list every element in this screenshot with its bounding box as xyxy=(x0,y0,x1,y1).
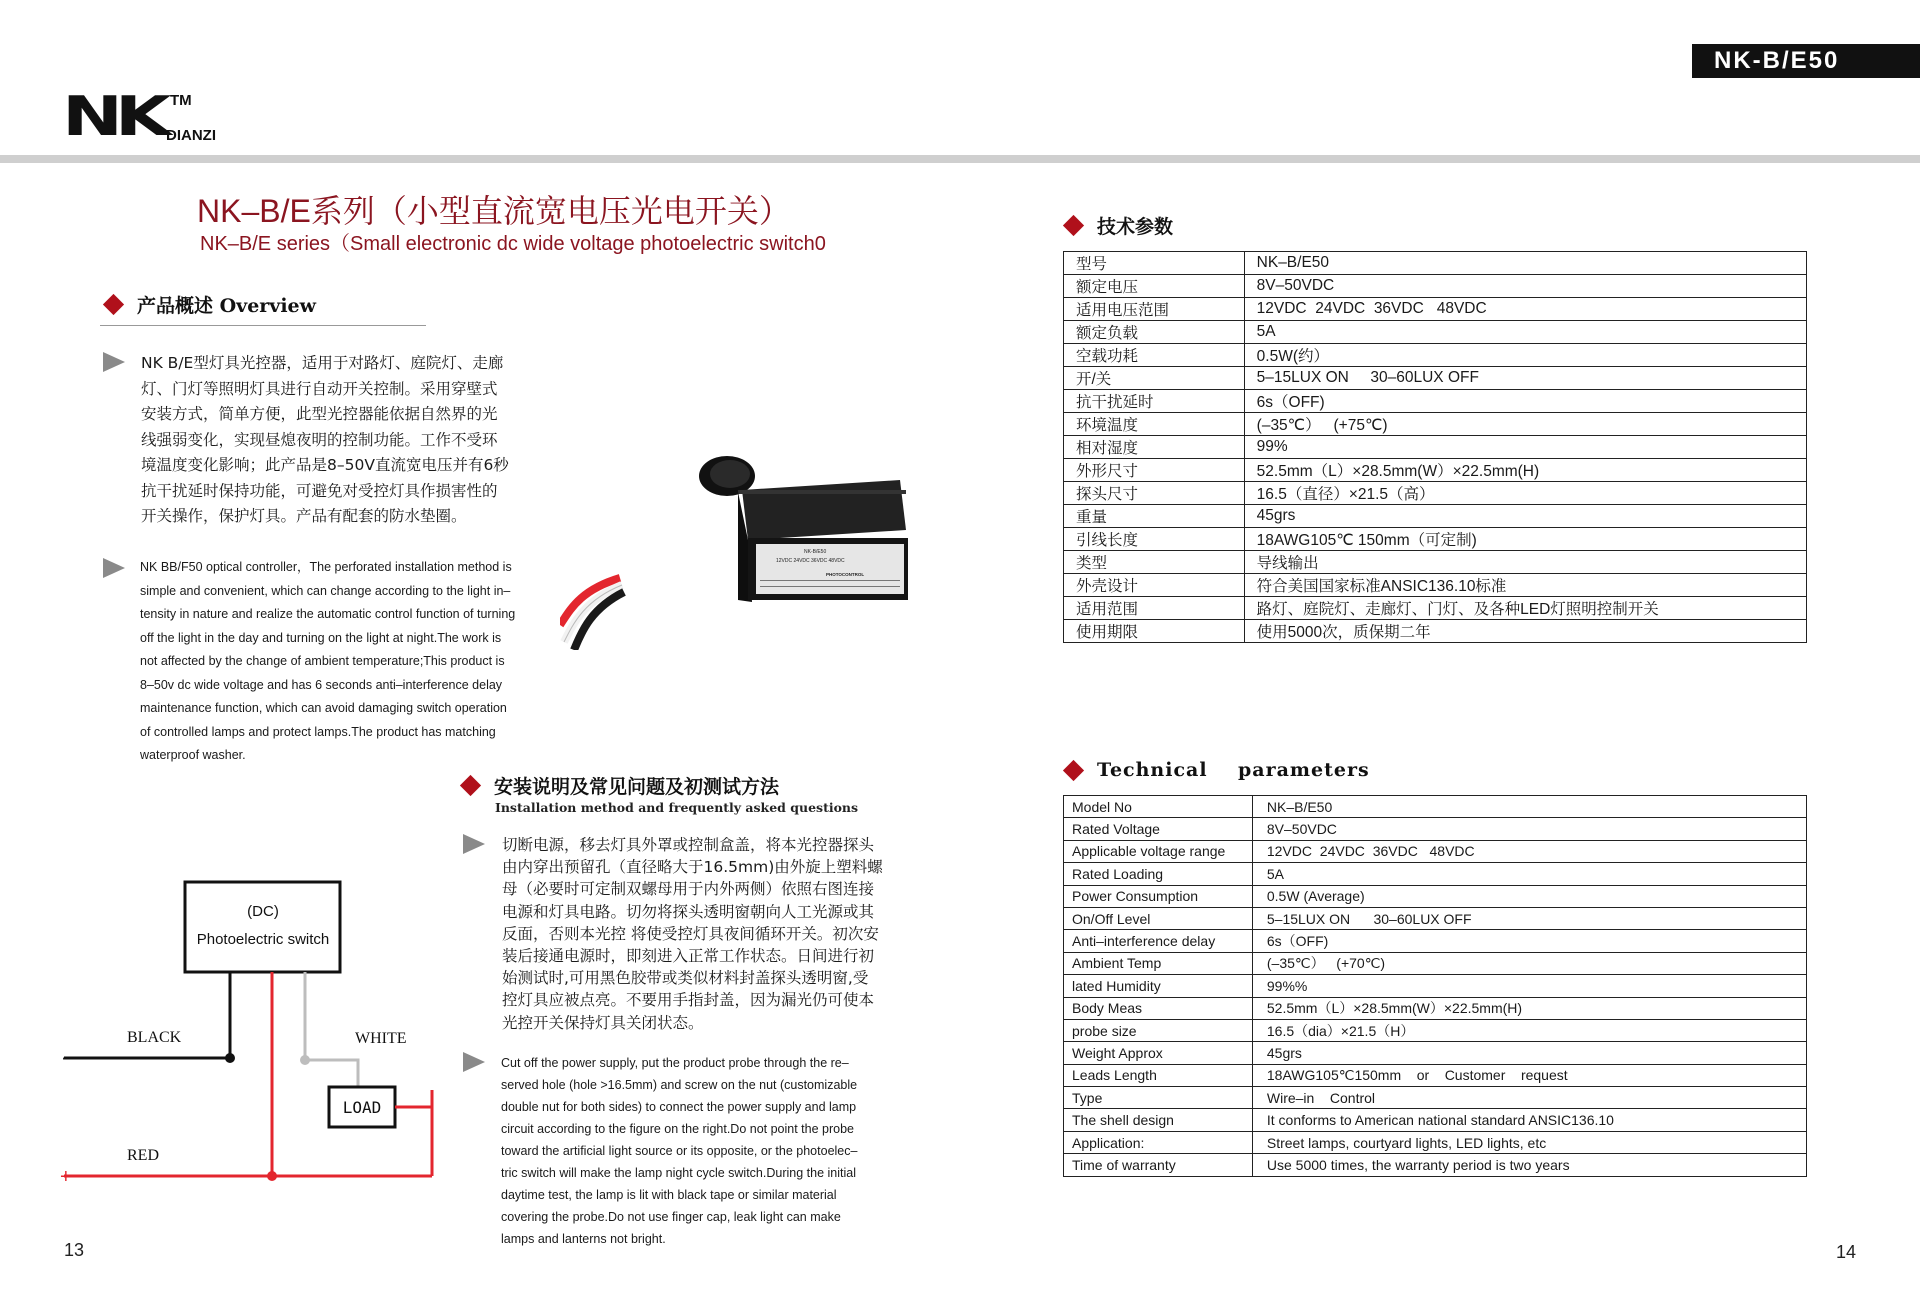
spec-value: 5–15LUX ON 30–60LUX OFF xyxy=(1244,367,1806,390)
spec-value: It conforms to American national standard ANSIC136.10 xyxy=(1252,1109,1806,1131)
diamond-bullet-icon xyxy=(103,294,124,315)
overview-text-en: NK BB/F50 optical controller，The perforated installation method is simple and convenient, which can change according to the light in– tensity in nature and realize the automatic control function of turning off the light in the day and turning on the light at night.The work is not affected by the change of ambient temperature;This product is 8–50v dc wide voltage and has 6 seconds anti–interference delay maintenance function, which can avoid damaging switch operation of controlled lamps and protect lamps.The product has matching waterproof washer. xyxy=(140,560,516,762)
spec-row xyxy=(1064,252,1807,275)
spec-key: probe size xyxy=(1064,1019,1253,1041)
overview-text-cn: NK B/E型灯具光控器，适用于对路灯、庭院灯、走廊 灯、门灯等照明灯具进行自动开关控制。采用穿壁式 安装方式，简单方便，此型光控器能依据自然界的光 线强弱变化，实现昼熄夜明的控制功能。工作不受环 境温度变化影响；此产品是8–50V直流宽电压并有6秒 抗干扰延时保持功能，可避免对受控灯具作损害性的 开关操作，保护灯具。产品有配套的防水垫圈。 xyxy=(141,354,509,525)
spec-key: The shell design xyxy=(1064,1109,1253,1131)
spec-row xyxy=(1064,863,1807,885)
spec-key: 环境温度 xyxy=(1064,413,1245,436)
product-label-brand: PHOTOCONTROL xyxy=(826,572,865,577)
diamond-bullet-icon xyxy=(1063,215,1084,236)
page-number-right: 14 xyxy=(1836,1242,1857,1262)
spec-row xyxy=(1064,930,1807,952)
spec-row xyxy=(1064,796,1807,818)
spec-row xyxy=(1064,1087,1807,1109)
spec-value: 导线输出 xyxy=(1244,551,1806,574)
spec-row xyxy=(1064,1019,1807,1041)
spec-row xyxy=(1064,413,1807,436)
black-wire-label: BLACK xyxy=(127,1029,182,1046)
spec-value: 使用5000次，质保期二年 xyxy=(1244,620,1806,643)
load-label: LOAD xyxy=(342,1098,382,1117)
spec-key: 型号 xyxy=(1064,252,1245,275)
spec-key: Applicable voltage range xyxy=(1064,840,1253,862)
switch-box-label-1: (DC) xyxy=(247,903,279,920)
spec-key: 额定电压 xyxy=(1064,275,1245,298)
logo-letters: NK xyxy=(62,85,164,148)
spec-row xyxy=(1064,1109,1807,1131)
arrow-bullet-icon xyxy=(463,834,485,854)
spec-value: 52.5mm（L）×28.5mm(W）×22.5mm(H) xyxy=(1244,459,1806,482)
brand-logo xyxy=(62,85,242,150)
spec-key: Anti–interference delay xyxy=(1064,930,1253,952)
product-label-model: NK-B/E50 xyxy=(804,549,827,555)
spec-table-en xyxy=(1063,795,1807,1177)
spec-key: 空载功耗 xyxy=(1064,344,1245,367)
white-wire-label: WHITE xyxy=(355,1030,407,1047)
model-badge: NK-B/E50 xyxy=(1692,44,1920,78)
spec-key: Application: xyxy=(1064,1131,1253,1153)
spec-value: 16.5（直径）×21.5（高） xyxy=(1244,482,1806,505)
overview-heading xyxy=(106,291,316,318)
spec-row xyxy=(1064,840,1807,862)
install-heading-text: 安装说明及常见问题及初测试方法 xyxy=(494,776,780,798)
spec-key: 类型 xyxy=(1064,551,1245,574)
spec-en-heading xyxy=(1066,759,1370,781)
spec-row xyxy=(1064,1042,1807,1064)
spec-value: 18AWG105℃150mm or Customer request xyxy=(1252,1064,1806,1086)
spec-cn-heading-text: 技术参数 xyxy=(1097,216,1174,238)
spec-key: Rated Loading xyxy=(1064,863,1253,885)
spec-key: 使用期限 xyxy=(1064,620,1245,643)
spec-row xyxy=(1064,482,1807,505)
spec-key: 引线长度 xyxy=(1064,528,1245,551)
spec-key: Rated Voltage xyxy=(1064,818,1253,840)
spec-key: 外壳设计 xyxy=(1064,574,1245,597)
spec-row xyxy=(1064,597,1807,620)
overview-divider xyxy=(100,325,426,326)
spec-row xyxy=(1064,1064,1807,1086)
page-title-en: NK–B/E series（Small electronic dc wide voltage photoelectric switch0 xyxy=(200,233,826,255)
spec-value: 8V–50VDC xyxy=(1252,818,1806,840)
spec-value: (–35℃） (+70℃) xyxy=(1252,952,1806,974)
install-subheading: Installation method and frequently asked questions xyxy=(495,800,859,815)
overview-heading-text: 产品概述 Overview xyxy=(137,295,317,317)
spec-value: 99% xyxy=(1244,436,1806,459)
minus-sign: - xyxy=(62,1044,70,1071)
wiring-diagram xyxy=(40,870,480,1200)
spec-row xyxy=(1064,528,1807,551)
spec-key: 重量 xyxy=(1064,505,1245,528)
spec-row xyxy=(1064,1131,1807,1153)
spec-row xyxy=(1064,344,1807,367)
spec-row xyxy=(1064,818,1807,840)
spec-key: 抗干扰延时 xyxy=(1064,390,1245,413)
spec-key: 适用电压范围 xyxy=(1064,298,1245,321)
page-number-left: 13 xyxy=(64,1240,85,1260)
spec-value: 路灯、庭院灯、走廊灯、门灯、及各种LED灯照明控制开关 xyxy=(1244,597,1806,620)
switch-box xyxy=(185,882,340,972)
spec-row xyxy=(1064,997,1807,1019)
spec-table-cn xyxy=(1063,251,1807,643)
spec-value: 0.5W (Average) xyxy=(1252,885,1806,907)
spec-value: 12VDC 24VDC 36VDC 48VDC xyxy=(1252,840,1806,862)
diamond-bullet-icon xyxy=(1063,759,1084,780)
install-text-en: Cut off the power supply, put the product probe through the re– served hole (hole >16.5mm) and screw on the nut (customizable double nut for both sides) to connect the power supply and lamp circuit according to the figure on the right.Do not point the probe toward the artificial light source or its opposite, or the photoelec– tric switch will make the lamp night cycle switch.During the initial daytime test, the lamp is lit with black tape or similar material covering the probe.Do not use finger cap, leak light can make lamps and lanterns not bright. xyxy=(501,1056,858,1246)
spec-value: 12VDC 24VDC 36VDC 48VDC xyxy=(1244,298,1806,321)
spec-key: Ambient Temp xyxy=(1064,952,1253,974)
arrow-bullet-icon xyxy=(463,1052,485,1072)
diamond-bullet-icon xyxy=(460,775,481,796)
spec-key: On/Off Level xyxy=(1064,907,1253,929)
spec-row xyxy=(1064,885,1807,907)
spec-value: Use 5000 times, the warranty period is two years xyxy=(1252,1154,1806,1176)
spec-value: Street lamps, courtyard lights, LED lights, etc xyxy=(1252,1131,1806,1153)
spec-key: 相对湿度 xyxy=(1064,436,1245,459)
spec-key: Time of warranty xyxy=(1064,1154,1253,1176)
spec-value: Wire–in Control xyxy=(1252,1087,1806,1109)
spec-value: 6s（OFF) xyxy=(1252,930,1806,952)
arrow-bullet-icon xyxy=(103,558,125,578)
spec-en-heading-text: Technical parameters xyxy=(1097,759,1370,781)
spec-row xyxy=(1064,620,1807,643)
spec-row xyxy=(1064,459,1807,482)
install-heading xyxy=(463,772,779,799)
spec-row xyxy=(1064,551,1807,574)
spec-key: Body Meas xyxy=(1064,997,1253,1019)
spec-key: 外形尺寸 xyxy=(1064,459,1245,482)
spec-row xyxy=(1064,1154,1807,1176)
spec-row xyxy=(1064,390,1807,413)
logo-subtitle: DIANZI xyxy=(166,127,216,144)
logo-tm: TM xyxy=(170,92,192,109)
plus-sign: + xyxy=(60,1166,72,1188)
spec-value: 16.5（dia）×21.5（H） xyxy=(1252,1019,1806,1041)
spec-value: 5A xyxy=(1244,321,1806,344)
product-photo xyxy=(560,450,920,650)
spec-value: 6s（OFF) xyxy=(1244,390,1806,413)
spec-key: Power Consumption xyxy=(1064,885,1253,907)
spec-value: 18AWG105℃ 150mm（可定制) xyxy=(1244,528,1806,551)
switch-box-label-2: Photoelectric switch xyxy=(196,931,330,948)
header-divider xyxy=(0,155,1920,163)
spec-value: 0.5W(约） xyxy=(1244,344,1806,367)
spec-value: 45grs xyxy=(1244,505,1806,528)
page-title-cn: NK–B/E系列（小型直流宽电压光电开关） xyxy=(197,193,791,229)
spec-row xyxy=(1064,505,1807,528)
spec-key: 额定负载 xyxy=(1064,321,1245,344)
spec-row xyxy=(1064,436,1807,459)
spec-key: 探头尺寸 xyxy=(1064,482,1245,505)
spec-row xyxy=(1064,298,1807,321)
spec-row xyxy=(1064,952,1807,974)
spec-row xyxy=(1064,907,1807,929)
spec-value: NK–B/E50 xyxy=(1244,252,1806,275)
spec-key: Weight Approx xyxy=(1064,1042,1253,1064)
spec-value: 5A xyxy=(1252,863,1806,885)
spec-value: (–35℃） (+75℃) xyxy=(1244,413,1806,436)
install-text-cn: 切断电源，移去灯具外罩或控制盒盖，将本光控器探头 由内穿出预留孔（直径略大于16.5mm)由外旋上塑料螺 母（必要时可定制双螺母用于内外两侧）依照右图连接 电源和灯具电路。切勿将探头透明窗朝向人工光源或其 反面，否则本光控 将使受控灯具夜间循环开关。初次安 装后接通电源时，即刻进入正常工作状态。日间进行初 始测试时,可用黑色胶带或类似材料封盖探头透明窗,受 控灯具应被点亮。不要用手指封盖，因为漏光仍可使本 光控开关保持灯具关闭状态。 xyxy=(502,836,883,1032)
product-label-voltages: 12VDC 24VDC 36VDC 48VDC xyxy=(776,558,845,564)
spec-key: Type xyxy=(1064,1087,1253,1109)
spec-key: Model No xyxy=(1064,796,1253,818)
spec-cn-heading xyxy=(1066,212,1173,239)
spec-value: 8V–50VDC xyxy=(1244,275,1806,298)
spec-value: 符合美国国家标准ANSIC136.10标准 xyxy=(1244,574,1806,597)
spec-value: NK–B/E50 xyxy=(1252,796,1806,818)
spec-row xyxy=(1064,574,1807,597)
spec-key: lated Humidity xyxy=(1064,975,1253,997)
spec-row xyxy=(1064,321,1807,344)
spec-value: 99%% xyxy=(1252,975,1806,997)
spec-value: 52.5mm（L）×28.5mm(W）×22.5mm(H) xyxy=(1252,997,1806,1019)
spec-key: 开/关 xyxy=(1064,367,1245,390)
spec-key: 适用范围 xyxy=(1064,597,1245,620)
spec-row xyxy=(1064,367,1807,390)
red-wire-label: RED xyxy=(127,1147,159,1164)
spec-value: 45grs xyxy=(1252,1042,1806,1064)
spec-row xyxy=(1064,275,1807,298)
spec-key: Leads Length xyxy=(1064,1064,1253,1086)
spec-value: 5–15LUX ON 30–60LUX OFF xyxy=(1252,907,1806,929)
spec-row xyxy=(1064,975,1807,997)
arrow-bullet-icon xyxy=(103,352,125,372)
